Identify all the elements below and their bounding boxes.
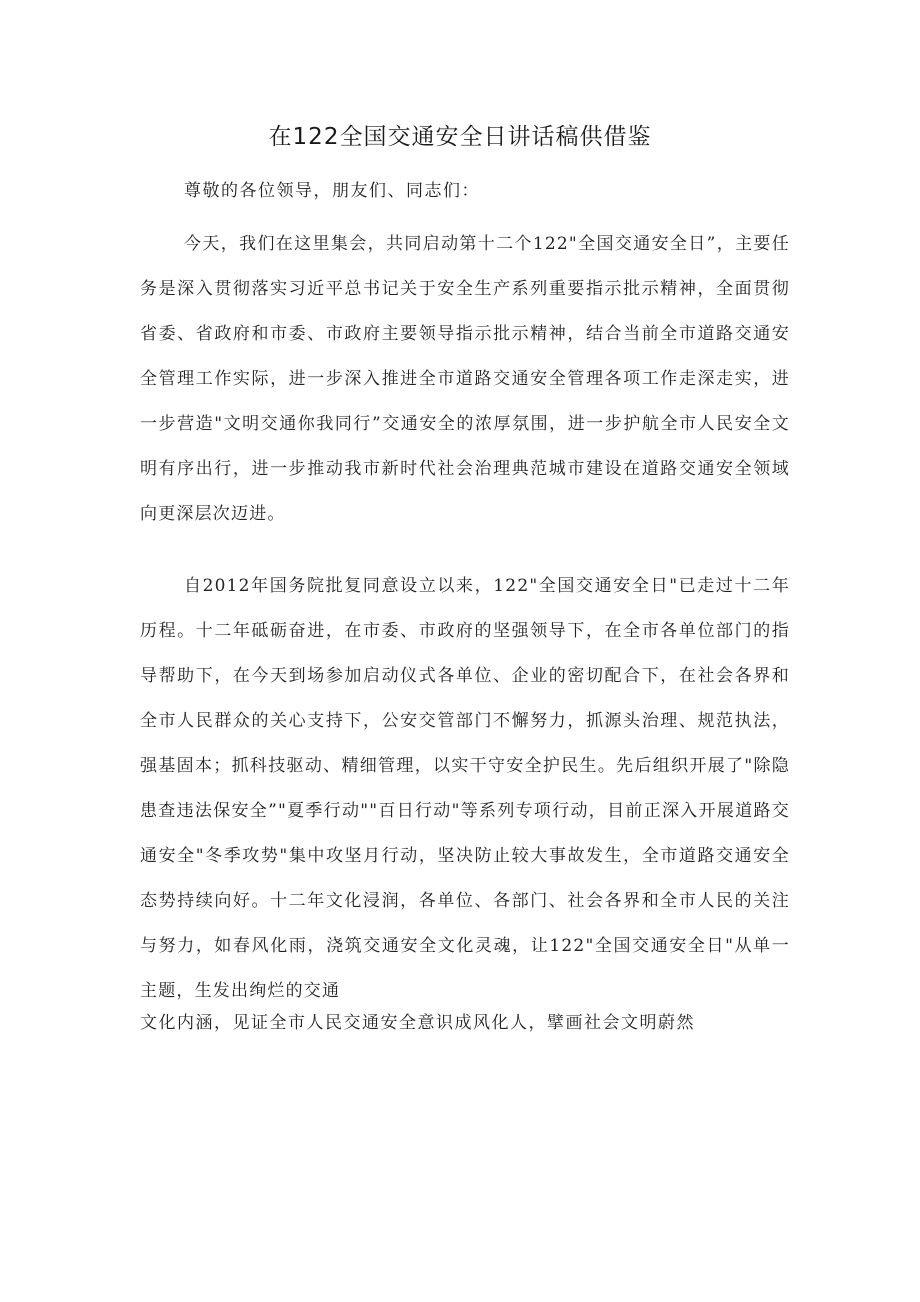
- paragraph-history: 自2012年国务院批复同意设立以来，122"全国交通安全日"已走过十二年历程。十二年砥砺奋进，在市委、市政府的坚强领导下，在全市各单位部门的指导帮助下，在今天到场参加启动仪式各单位、企业的密切配合下，在社会各界和全市人民群众的关心支持下，公安交管部门不懈努力，抓源头治理、规范执法，强基固本；抓科技驱动、精细管理，以实干守安全护民生。先后组织开展了"除隐患查违法保安全”"夏季行动""百日行动"等系列专项行动，目前正深入开展道路交通安全"冬季攻势"集中攻坚月行动，坚决防止较大事故发生，全市道路交通安全态势持续向好。十二年文化浸润，各单位、各部门、社会各界和全市人民的关注与努力，如春风化雨，浇筑交通安全文化灵魂，让122"全国交通安全日"从单一主题，生发出绚烂的交通: [140, 576, 790, 1001]
- paragraph-opening: 今天，我们在这里集会，共同启动第十二个122"全国交通安全日”，主要任务是深入贯彻落实习近平总书记关于安全生产系列重要指示批示精神，全面贯彻省委、省政府和市委、市政府主要领导指示批示精神，结合当前全市道路交通安全管理工作实际，进一步深入推进全市道路交通安全管理各项工作走深走实，进一步营造"文明交通你我同行”交通安全的浓厚氛围，进一步护航全市人民安全文明有序出行，进一步推动我市新时代社会治理典范城市建设在道路交通安全领域向更深层次迈进。: [140, 234, 790, 524]
- paragraph-continuation: 文化内涵，见证全市人民交通安全意识成风化人，擘画社会文明蔚然: [140, 1013, 695, 1033]
- salutation: 尊敬的各位领导，朋友们、同志们：: [184, 181, 480, 201]
- document-title: 在122全国交通安全日讲话稿供借鉴: [268, 124, 652, 150]
